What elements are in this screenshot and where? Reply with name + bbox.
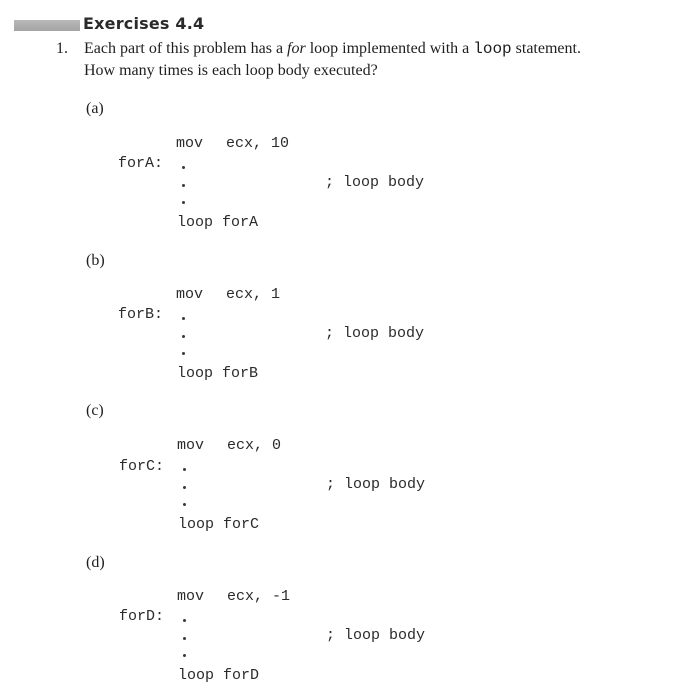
part-c-ellipsis-dot — [183, 486, 186, 489]
problem-text-line1 — [84, 40, 581, 58]
part-c-mov-op: mov — [177, 437, 205, 454]
part-b-mov-args: ecx, 1 — [226, 286, 281, 303]
part-d-ellipsis-dot — [183, 619, 186, 622]
part-d-mov-op: mov — [177, 588, 205, 605]
part-d-loop-label: forD: — [119, 608, 165, 625]
part-a-loop-stmt: loop forA — [177, 214, 259, 231]
part-b-loop-label: forB: — [118, 306, 164, 323]
problem-text-em: for — [287, 40, 306, 57]
part-d-ellipsis-dot — [183, 654, 186, 657]
part-a-label: (a) — [86, 100, 104, 117]
part-b-comment: ; loop body — [325, 325, 425, 342]
problem-text-mid: loop implemented with a — [305, 40, 474, 57]
part-b-ellipsis-dot — [182, 317, 185, 320]
part-c-ellipsis-dot — [183, 468, 186, 471]
section-heading: Exercises 4.4 — [83, 14, 205, 33]
problem-text-pre: Each part of this problem has a — [84, 40, 288, 57]
part-c-mov-args: ecx, 0 — [227, 437, 282, 454]
part-a-mov-args: ecx, 10 — [226, 135, 290, 152]
part-c-loop-label: forC: — [119, 458, 165, 475]
part-d-label: (d) — [86, 554, 105, 571]
part-b-ellipsis-dot — [182, 335, 185, 338]
part-c-label: (c) — [86, 402, 104, 419]
part-a-mov-op: mov — [176, 135, 204, 152]
problem-number: 1. — [56, 40, 68, 57]
part-a-comment: ; loop body — [325, 174, 425, 191]
part-d-loop-stmt: loop forD — [178, 667, 260, 684]
part-c-comment: ; loop body — [326, 476, 426, 493]
part-d-ellipsis-dot — [183, 637, 186, 640]
part-a-loop-label: forA: — [118, 155, 164, 172]
part-a-ellipsis-dot — [182, 201, 185, 204]
part-a-ellipsis-dot — [182, 184, 185, 187]
problem-text-line2: How many times is each loop body executed? — [84, 62, 378, 79]
part-b-mov-op: mov — [176, 286, 204, 303]
problem-text-post: statement. — [511, 40, 581, 57]
part-b-loop-stmt: loop forB — [177, 365, 259, 382]
part-d-comment: ; loop body — [326, 627, 426, 644]
part-d-mov-args: ecx, -1 — [227, 588, 291, 605]
section-bar-decoration — [14, 20, 80, 31]
part-c-ellipsis-dot — [183, 503, 186, 506]
part-a-ellipsis-dot — [182, 166, 185, 169]
part-b-ellipsis-dot — [182, 352, 185, 355]
problem-text-code: loop — [473, 40, 512, 58]
part-c-loop-stmt: loop forC — [178, 516, 260, 533]
part-b-label: (b) — [86, 252, 105, 269]
